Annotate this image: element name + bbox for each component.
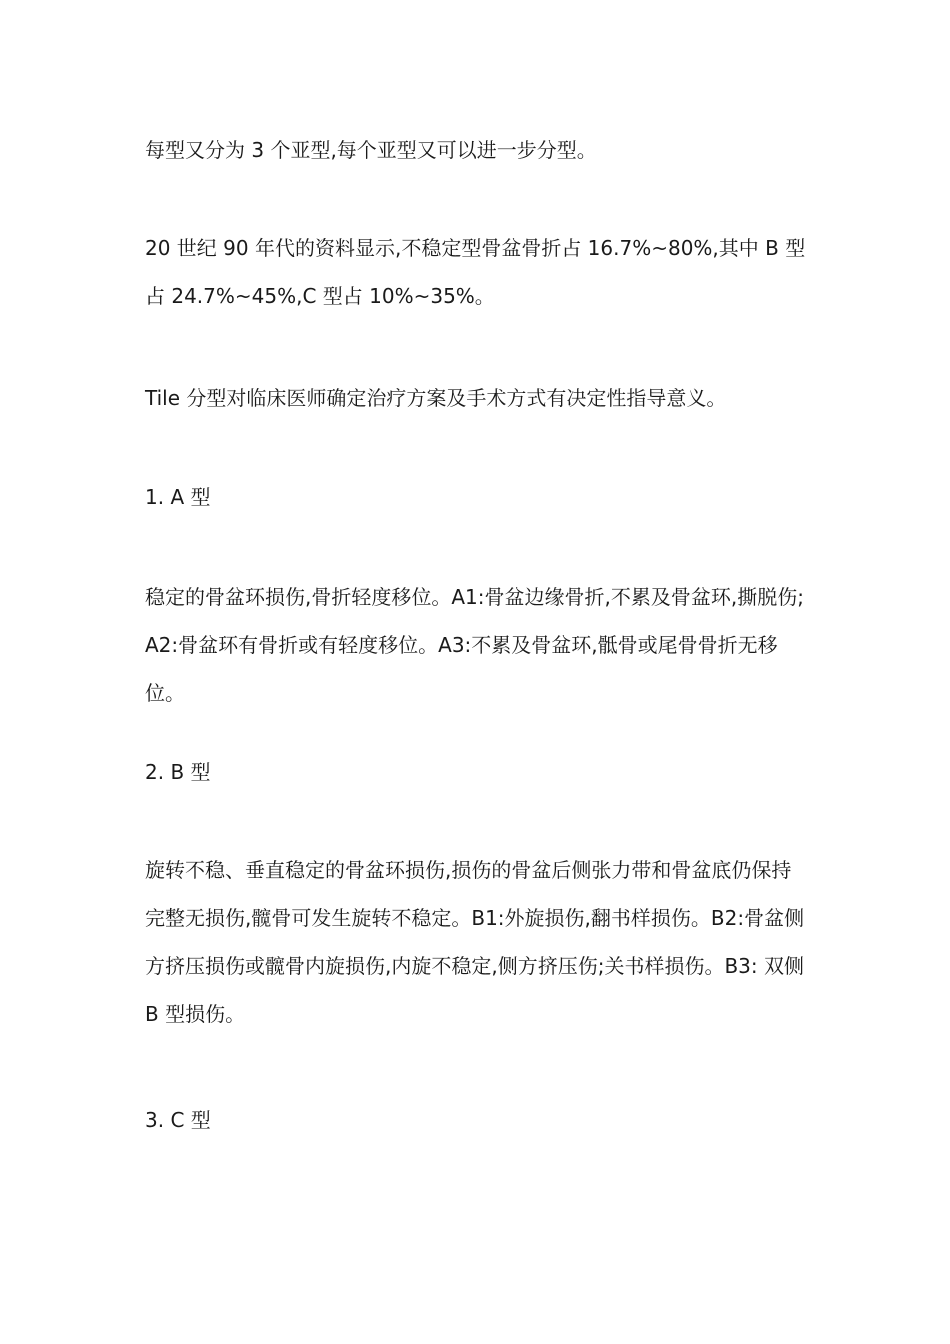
paragraph-subtypes: 每型又分为 3 个亚型,每个亚型又可以进一步分型。 — [145, 138, 597, 162]
paragraph-tile-significance: Tile 分型对临床医师确定治疗方案及手术方式有决定性指导意义。 — [145, 386, 727, 410]
paragraph-type-a: 稳定的骨盆环损伤,骨折轻度移位。A1:骨盆边缘骨折,不累及骨盆环,撕脱伤;A2:骨盆环有骨折或有轻度移位。A3:不累及骨盆环,骶骨或尾骨骨折无移位。 — [145, 585, 804, 705]
heading-type-c: 3. C 型 — [145, 1108, 211, 1132]
heading-type-b: 2. B 型 — [145, 760, 211, 784]
paragraph-type-b: 旋转不稳、垂直稳定的骨盆环损伤,损伤的骨盆后侧张力带和骨盆底仍保持完整无损伤,髋骨可发生旋转不稳定。B1:外旋损伤,翻书样损伤。B2:骨盆侧方挤压损伤或髋骨内旋损伤,内旋不稳定,侧方挤压伤;关书样损伤。B3: 双侧 B 型损伤。 — [145, 858, 805, 1026]
heading-type-a: 1. A 型 — [145, 485, 211, 509]
paragraph-statistics: 20 世纪 90 年代的资料显示,不稳定型骨盆骨折占 16.7%~80%,其中 B 型占 24.7%~45%,C 型占 10%~35%。 — [145, 236, 806, 308]
